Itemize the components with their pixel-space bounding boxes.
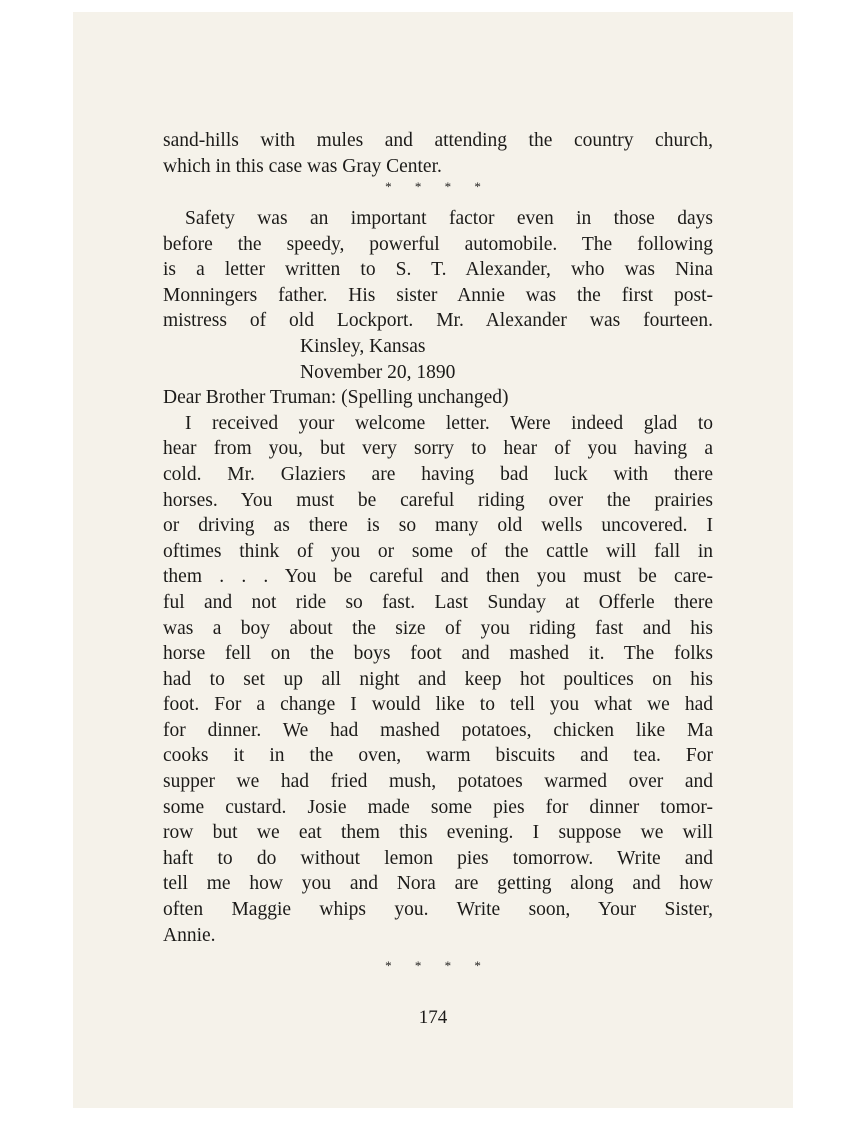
letter-date: November 20, 1890 bbox=[300, 361, 456, 383]
letter-line: often Maggie whips you. Write soon, Your Sister, bbox=[163, 899, 713, 921]
text-line: mistress of old Lockport. Mr. Alexander was fourteen. bbox=[163, 310, 713, 332]
letter-line: Annie. bbox=[163, 924, 216, 946]
letter-line: cooks it in the oven, warm biscuits and tea. For bbox=[163, 745, 713, 767]
letter-line: I received your welcome letter. Were indeed glad to bbox=[185, 412, 713, 434]
letter-line: cold. Mr. Glaziers are having bad luck with there bbox=[163, 463, 713, 485]
letter-line: had to set up all night and keep hot poultices on his bbox=[163, 668, 713, 690]
opening-text bbox=[163, 128, 713, 179]
letter-line: them . . . You be careful and then you must be care- bbox=[163, 566, 713, 588]
letter-line: haft to do without lemon pies tomorrow. Write and bbox=[163, 847, 713, 869]
letter-line: oftimes think of you or some of the cattle will fall in bbox=[163, 540, 713, 562]
text-line: Monningers father. His sister Annie was the first post- bbox=[163, 284, 713, 306]
letter-line: row but we eat them this evening. I suppose we will bbox=[163, 822, 713, 844]
letter-line: for dinner. We had mashed potatoes, chicken like Ma bbox=[163, 719, 713, 741]
letter-line: or driving as there is so many old wells uncovered. I bbox=[163, 515, 713, 537]
text-line: Safety was an important factor even in those days bbox=[185, 208, 713, 229]
letter-place: Kinsley, Kansas bbox=[300, 335, 426, 357]
text-line: is a letter written to S. T. Alexander, who was Nina bbox=[163, 259, 713, 281]
text-line: before the speedy, powerful automobile. The following bbox=[163, 233, 713, 255]
letter-salutation: Dear Brother Truman: (Spelling unchanged) bbox=[163, 387, 509, 409]
book-page bbox=[73, 12, 793, 1108]
letter-line: foot. For a change I would like to tell you what we had bbox=[163, 694, 713, 716]
text-line: sand-hills with mules and attending the country church, bbox=[163, 130, 713, 151]
text-line: which in this case was Gray Center. bbox=[163, 155, 442, 177]
page-number: 174 bbox=[418, 1007, 448, 1028]
letter-line: ful and not ride so fast. Last Sunday at Offerle there bbox=[163, 591, 713, 613]
letter-line: supper we had fried mush, potatoes warmed over and bbox=[163, 771, 713, 793]
letter-line: tell me how you and Nora are getting along and how bbox=[163, 873, 713, 895]
letter-line: some custard. Josie made some pies for dinner tomor- bbox=[163, 796, 713, 818]
section-separator: * * * * bbox=[385, 958, 491, 973]
section-separator: * * * * bbox=[385, 179, 491, 194]
main-text bbox=[163, 206, 713, 948]
letter-line: horse fell on the boys foot and mashed it. The folks bbox=[163, 643, 713, 665]
letter-line: horses. You must be careful riding over the prairies bbox=[163, 489, 713, 511]
letter-line: hear from you, but very sorry to hear of you having a bbox=[163, 438, 713, 460]
letter-line: was a boy about the size of you riding fast and his bbox=[163, 617, 713, 639]
